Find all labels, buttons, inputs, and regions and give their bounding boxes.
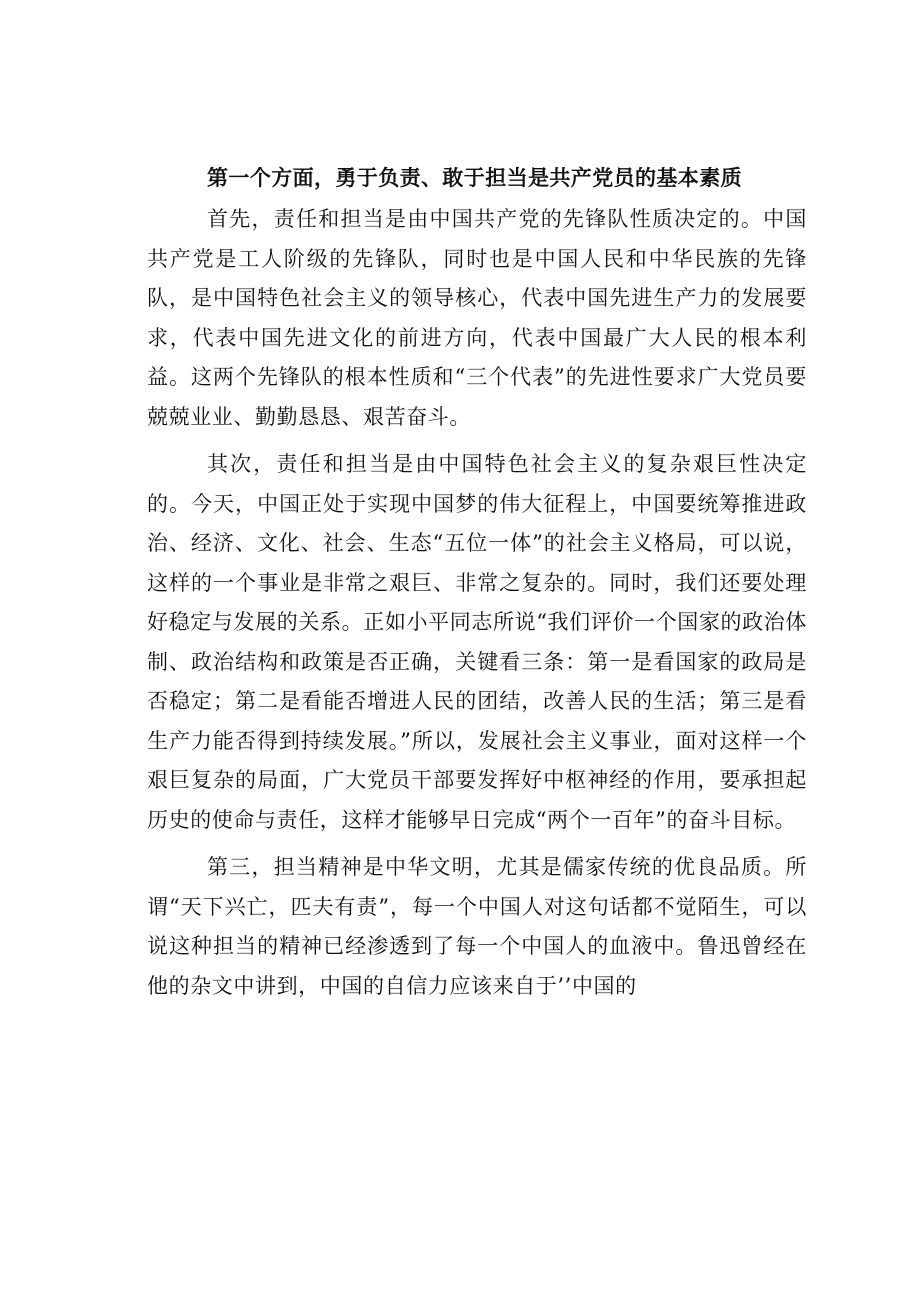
paragraph-third: 第三，担当精神是中华文明，尤其是儒家传统的优良品质。所谓“天下兴亡，匹夫有责”，每一个中国人对这句话都不觉陌生，可以说这种担当的精神已经渗透到了每一个中国人的血液中。鲁迅曾经在他的杂文中讲到，中国的自信力应该来自于’’中国的 — [147, 855, 807, 998]
paragraph-second: 其次，责任和担当是由中国特色社会主义的复杂艰巨性决定的。今天，中国正处于实现中国梦的伟大征程上，中国要统筹推进政治、经济、文化、社会、生态“五位一体”的社会主义格局，可以说，这样的一个事业是非常之艰巨、非常之复杂的。同时，我们还要处理好稳定与发展的关系。正如小平同志所说“我们评价一个国家的政治体制、政治结构和政策是否正确，关键看三条：第一是看国家的政局是否稳定；第二是看能否增进人民的团结，改善人民的生活；第三是看生产力能否得到持续发展。”所以，发展社会主义事业，面对这样一个艰巨复杂的局面，广大党员干部要发挥好中枢神经的作用，要承担起历史的使命与责任，这样才能够早日完成“两个一百年”的奋斗目标。 — [147, 452, 807, 832]
paragraph-first: 首先，责任和担当是由中国共产党的先锋队性质决定的。中国共产党是工人阶级的先锋队，同时也是中国人民和中华民族的先锋队，是中国特色社会主义的领导核心，代表中国先进生产力的发展要求，代表中国先进文化的前进方向，代表中国最广大人民的根本利益。这两个先锋队的根本性质和“三个代表”的先进性要求广大党员要兢兢业业、勤勤恳恳、艰苦奋斗。 — [147, 207, 807, 429]
section-heading: 第一个方面，勇于负责、敢于担当是共产党员的基本素质 — [207, 166, 742, 190]
document-body — [147, 156, 807, 1006]
